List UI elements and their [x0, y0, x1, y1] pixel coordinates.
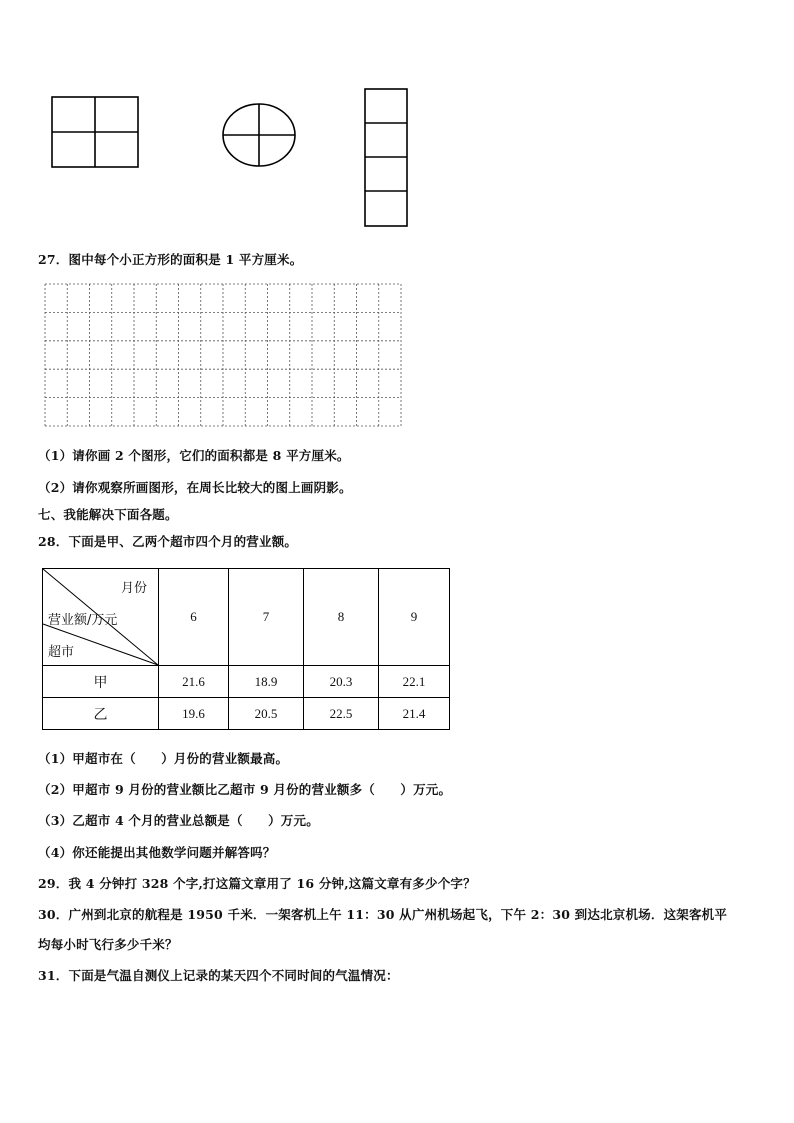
month-header-7: 7	[229, 569, 304, 666]
table-cell: 18.9	[229, 666, 304, 698]
sales-table	[42, 568, 450, 730]
question-28-title: 28．下面是甲、乙两个超市四个月的营业额。	[38, 534, 298, 549]
table-cell: 22.1	[379, 666, 450, 698]
header-amount-label: 营业额/万元	[48, 613, 118, 628]
section-7-heading: 七、我能解决下面各题。	[38, 507, 178, 522]
table-cell: 20.3	[304, 666, 379, 698]
month-header-8: 8	[304, 569, 379, 666]
question-28-sub2: （2）甲超市 9 月份的营业额比乙超市 9 月份的营业额多（ ）万元。	[38, 782, 452, 797]
row-name-jia: 甲	[43, 666, 159, 698]
table-cell: 21.4	[379, 698, 450, 730]
question-31: 31．下面是气温自测仪上记录的某天四个不同时间的气温情况：	[38, 968, 399, 983]
month-header-9: 9	[379, 569, 450, 666]
strip-four-squares-figure	[0, 0, 794, 240]
table-header-diagonal-cell	[43, 569, 159, 666]
question-27-title: 27．图中每个小正方形的面积是 1 平方厘米。	[38, 252, 303, 267]
table-row	[43, 666, 450, 698]
question-27-sub2: （2）请你观察所画图形，在周长比较大的图上画阴影。	[38, 480, 352, 495]
question-27-sub1: （1）请你画 2 个图形，它们的面积都是 8 平方厘米。	[38, 448, 350, 463]
question-28-sub4: （4）你还能提出其他数学问题并解答吗？	[38, 845, 276, 860]
question-30-line2: 均每小时飞行多少千米？	[38, 937, 178, 952]
row-name-yi: 乙	[43, 698, 159, 730]
table-row	[43, 698, 450, 730]
month-header-6: 6	[159, 569, 229, 666]
header-store-label: 超市	[48, 645, 75, 660]
header-month-label: 月份	[121, 581, 148, 596]
question-28-sub1: （1）甲超市在（ ）月份的营业额最高。	[38, 751, 289, 766]
table-cell: 19.6	[159, 698, 229, 730]
question-28-sub3: （3）乙超市 4 个月的营业总额是（ ）万元。	[38, 813, 319, 828]
table-cell: 20.5	[229, 698, 304, 730]
table-cell: 21.6	[159, 666, 229, 698]
question-29: 29．我 4 分钟打 328 个字,打这篇文章用了 16 分钟,这篇文章有多少个字？	[38, 876, 476, 891]
table-cell: 22.5	[304, 698, 379, 730]
question-30-line1: 30．广州到北京的航程是 1950 千米．一架客机上午 11：30 从广州机场起飞，下午 2：30 到达北京机场．这架客机平	[38, 907, 728, 922]
dotted-square-grid	[44, 283, 404, 428]
